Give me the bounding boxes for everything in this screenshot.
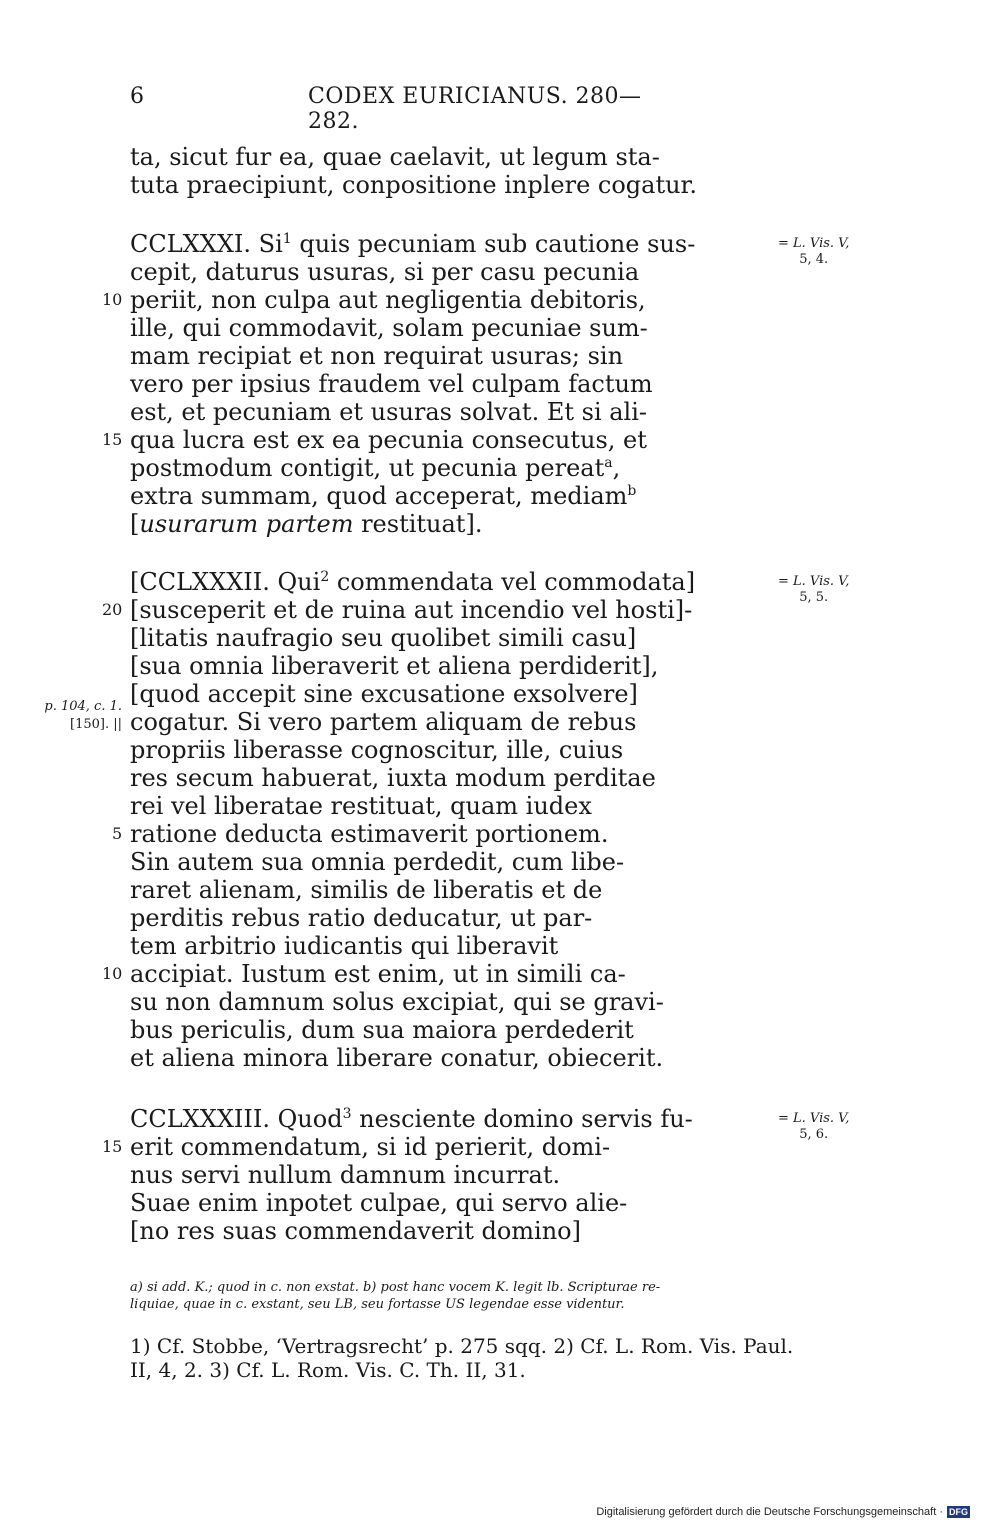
text-line: accipiat. Iustum est enim, ut in simili ca- xyxy=(130,960,626,988)
digitization-footer xyxy=(596,1506,970,1518)
section-start: CCLXXXIII. Quod xyxy=(130,1105,343,1133)
line-number: 5 xyxy=(112,824,123,843)
footer-text: Digitalisierung gefördert durch die Deutsche Forschungsgemeinschaft · xyxy=(596,1506,943,1518)
manuscript-ref: p. 104, c. 1. xyxy=(44,699,122,714)
line-number: 10 xyxy=(102,964,123,983)
section-start: CCLXXXI. Si xyxy=(130,230,283,258)
footnote-mark: 1 xyxy=(282,231,292,247)
text-line: ratione deducta estimaverit portionem. xyxy=(130,820,609,848)
text-line: [no res suas commendaverit domino] xyxy=(130,1217,581,1245)
text-line xyxy=(130,568,695,596)
dfg-logo-icon: DFG xyxy=(949,1507,968,1517)
line-rest: restituat]. xyxy=(353,510,483,538)
left-margin-reference xyxy=(30,698,122,734)
text-line: erit commendatum, si id perierit, domi- xyxy=(130,1133,611,1161)
text-line: mam recipiat et non requirat usuras; sin xyxy=(130,342,624,370)
text-line: tuta praecipiunt, conpositione inplere cogatur. xyxy=(130,171,698,199)
line-rest: commendata vel commodata] xyxy=(329,568,696,596)
footnote-mark: 3 xyxy=(342,1106,352,1122)
margin-ref-line: = L. Vis. V, xyxy=(778,574,850,589)
line-number: 15 xyxy=(102,1137,123,1156)
section-start: [CCLXXXII. Qui xyxy=(130,568,321,596)
bracket: [ xyxy=(130,510,140,538)
text-line: nus servi nullum damnum incurrat. xyxy=(130,1161,561,1189)
text-line: propriis liberasse cognoscitur, ille, cuius xyxy=(130,736,624,764)
footnote-mark: a xyxy=(604,455,613,471)
text-line: [sua omnia liberaverit et aliena perdiderit], xyxy=(130,652,659,680)
text-line xyxy=(130,230,695,258)
footnote: II, 4, 2. 3) Cf. L. Rom. Vis. C. Th. II, 31. xyxy=(130,1358,526,1382)
running-title: CODEX EURICIANUS. 280—282. xyxy=(308,84,642,134)
margin-reference xyxy=(778,574,849,606)
line-text: postmodum contigit, ut pecunia pereat xyxy=(130,454,605,482)
margin-ref-line: 5, 5. xyxy=(799,590,829,605)
text-line: bus periculis, dum sua maiora perdederit xyxy=(130,1016,634,1044)
line-number: 15 xyxy=(102,430,123,449)
line-text: extra summam, quod acceperat, mediam xyxy=(130,482,628,510)
text-line: periit, non culpa aut negligentia debitoris, xyxy=(130,286,646,314)
text-line: Sin autem sua omnia perdedit, cum libe- xyxy=(130,848,625,876)
text-line: perditis rebus ratio deducatur, ut par- xyxy=(130,904,593,932)
text-line xyxy=(130,482,636,510)
text-line: qua lucra est ex ea pecunia consecutus, et xyxy=(130,426,647,454)
text-line xyxy=(130,454,620,482)
text-line: cepit, daturus usuras, si per casu pecunia xyxy=(130,258,640,286)
text-line: raret alienam, similis de liberatis et de xyxy=(130,876,603,904)
text-line: [quod accepit sine excusatione exsolvere] xyxy=(130,680,638,708)
text-line xyxy=(130,1105,693,1133)
footnote: 1) Cf. Stobbe, ‘Vertragsrecht’ p. 275 sqq. 2) Cf. L. Rom. Vis. Paul. xyxy=(130,1334,794,1358)
text-line: rei vel liberatae restituat, quam iudex xyxy=(130,792,592,820)
apparatus-note: a) si add. K.; quod in c. non exstat. b) post hanc vocem K. legit lb. Scripturae re- xyxy=(130,1280,661,1295)
margin-reference xyxy=(778,1111,849,1143)
page-number: 6 xyxy=(130,84,144,109)
line-rest: quis pecuniam sub cautione sus- xyxy=(291,230,696,258)
page-header xyxy=(130,84,680,134)
text-line: ille, qui commodavit, solam pecuniae sum- xyxy=(130,314,648,342)
footnote-mark: b xyxy=(627,483,637,499)
line-rest: nesciente domino servis fu- xyxy=(351,1105,693,1133)
apparatus-note: liquiae, quae in c. exstant, seu LB, seu fortasse US legendae esse videntur. xyxy=(130,1297,625,1312)
text-line xyxy=(130,510,482,538)
text-line: cogatur. Si vero partem aliquam de rebus xyxy=(130,708,637,736)
line-rest: , xyxy=(612,454,621,482)
margin-reference xyxy=(778,236,849,268)
margin-ref-line: 5, 6. xyxy=(799,1127,829,1142)
text-line: res secum habuerat, iuxta modum perditae xyxy=(130,764,656,792)
text-line: tem arbitrio iudicantis qui liberavit xyxy=(130,932,559,960)
text-line: [susceperit et de ruina aut incendio vel hosti]- xyxy=(130,596,693,624)
footnote-mark: 2 xyxy=(320,569,330,585)
text-line: su non damnum solus excipiat, qui se gravi- xyxy=(130,988,664,1016)
margin-ref-line: = L. Vis. V, xyxy=(778,1111,850,1126)
manuscript-page: [150]. || xyxy=(70,717,122,732)
text-line: vero per ipsius fraudem vel culpam factum xyxy=(130,370,653,398)
line-number: 20 xyxy=(102,600,123,619)
italic-text: usurarum partem xyxy=(139,510,354,538)
line-number: 10 xyxy=(102,290,123,309)
text-line: ta, sicut fur ea, quae caelavit, ut legum sta- xyxy=(130,143,660,171)
text-line: Suae enim inpotet culpae, qui servo alie- xyxy=(130,1189,628,1217)
margin-ref-line: 5, 4. xyxy=(799,252,829,267)
margin-ref-line: = L. Vis. V, xyxy=(778,236,850,251)
text-line: [litatis naufragio seu quolibet simili casu] xyxy=(130,624,637,652)
text-line: et aliena minora liberare conatur, obiecerit. xyxy=(130,1044,664,1072)
text-line: est, et pecuniam et usuras solvat. Et si ali- xyxy=(130,398,648,426)
